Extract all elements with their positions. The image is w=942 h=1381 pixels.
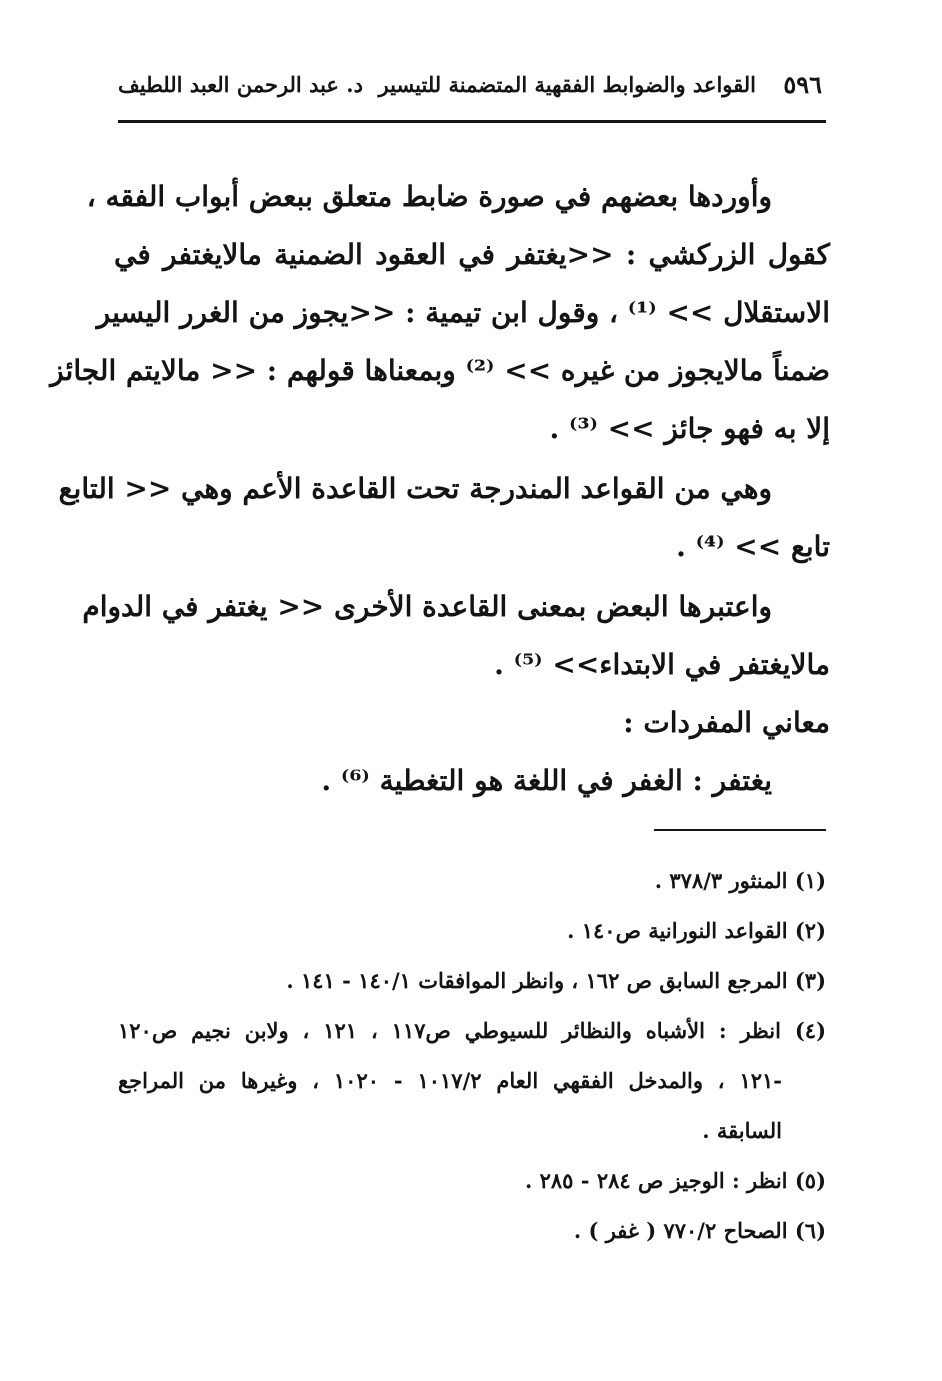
footnote-separator: [654, 829, 826, 831]
author-name: د. عبد الرحمن العبد اللطيف: [118, 72, 363, 97]
running-header: [118, 70, 826, 110]
header-rule: [118, 120, 826, 123]
text-line: وهي من القواعد المندرجة تحت القاعدة الأعم وهي << التابع: [58, 472, 772, 505]
text-line: كقول الزركشي : <<يغتفر في العقود الضمنية مالايغتفر في: [114, 238, 830, 271]
text-line: الاستقلال >> ⁽¹⁾ ، وقول ابن تيمية : <<يجوز من الغرر اليسير: [96, 296, 830, 329]
text-line: تابع >> ⁽⁴⁾ .: [676, 530, 830, 563]
footnote: (٥) انظر : الوجيز ص ٢٨٤ - ٢٨٥ .: [525, 1168, 826, 1193]
footnote: (٦) الصحاح ٧٧٠/٢ ( غفر ) .: [573, 1218, 826, 1243]
footnote-continuation: السابقة .: [702, 1118, 782, 1143]
text-line: مالايغتفر في الابتداء>> ⁽⁵⁾ .: [494, 648, 830, 681]
text-line: إلا به فهو جائز >> ⁽³⁾ .: [549, 412, 830, 445]
text-line: وأوردها بعضهم في صورة ضابط متعلق ببعض أبواب الفقه ،: [86, 180, 772, 213]
footnote: (٣) المرجع السابق ص ١٦٢ ، وانظر الموافقات ١٤٠/١ - ١٤١ .: [286, 968, 826, 993]
text-line: يغتفر : الغفر في اللغة هو التغطية ⁽⁶⁾ .: [321, 764, 772, 797]
section-heading: معاني المفردات :: [623, 706, 830, 739]
footnote: (٢) القواعد النورانية ص١٤٠ .: [567, 918, 826, 943]
footnotes: [118, 856, 826, 1256]
footnote-continuation: -١٢١ ، والمدخل الفقهي العام ١٠١٧/٢ - ١٠٢٠ ، وغيرها من المراجع: [118, 1068, 783, 1093]
main-text: [50, 168, 830, 810]
book-title: القواعد والضوابط الفقهية المتضمنة للتيسير: [378, 72, 756, 97]
text-line: ضمناً مالايجوز من غيره >> ⁽²⁾ وبمعناها قولهم : << مالايتم الجائز: [50, 354, 830, 387]
footnote: (٤) انظر : الأشباه والنظائر للسيوطي ص١١٧ ، ١٢١ ، ولابن نجيم ص١٢٠: [118, 1018, 826, 1043]
text-line: واعتبرها البعض بمعنى القاعدة الأخرى << يغتفر في الدوام: [82, 590, 772, 623]
page-number: ٥٩٦: [783, 70, 822, 99]
footnote: (١) المنثور ٣٧٨/٣ .: [654, 868, 826, 893]
